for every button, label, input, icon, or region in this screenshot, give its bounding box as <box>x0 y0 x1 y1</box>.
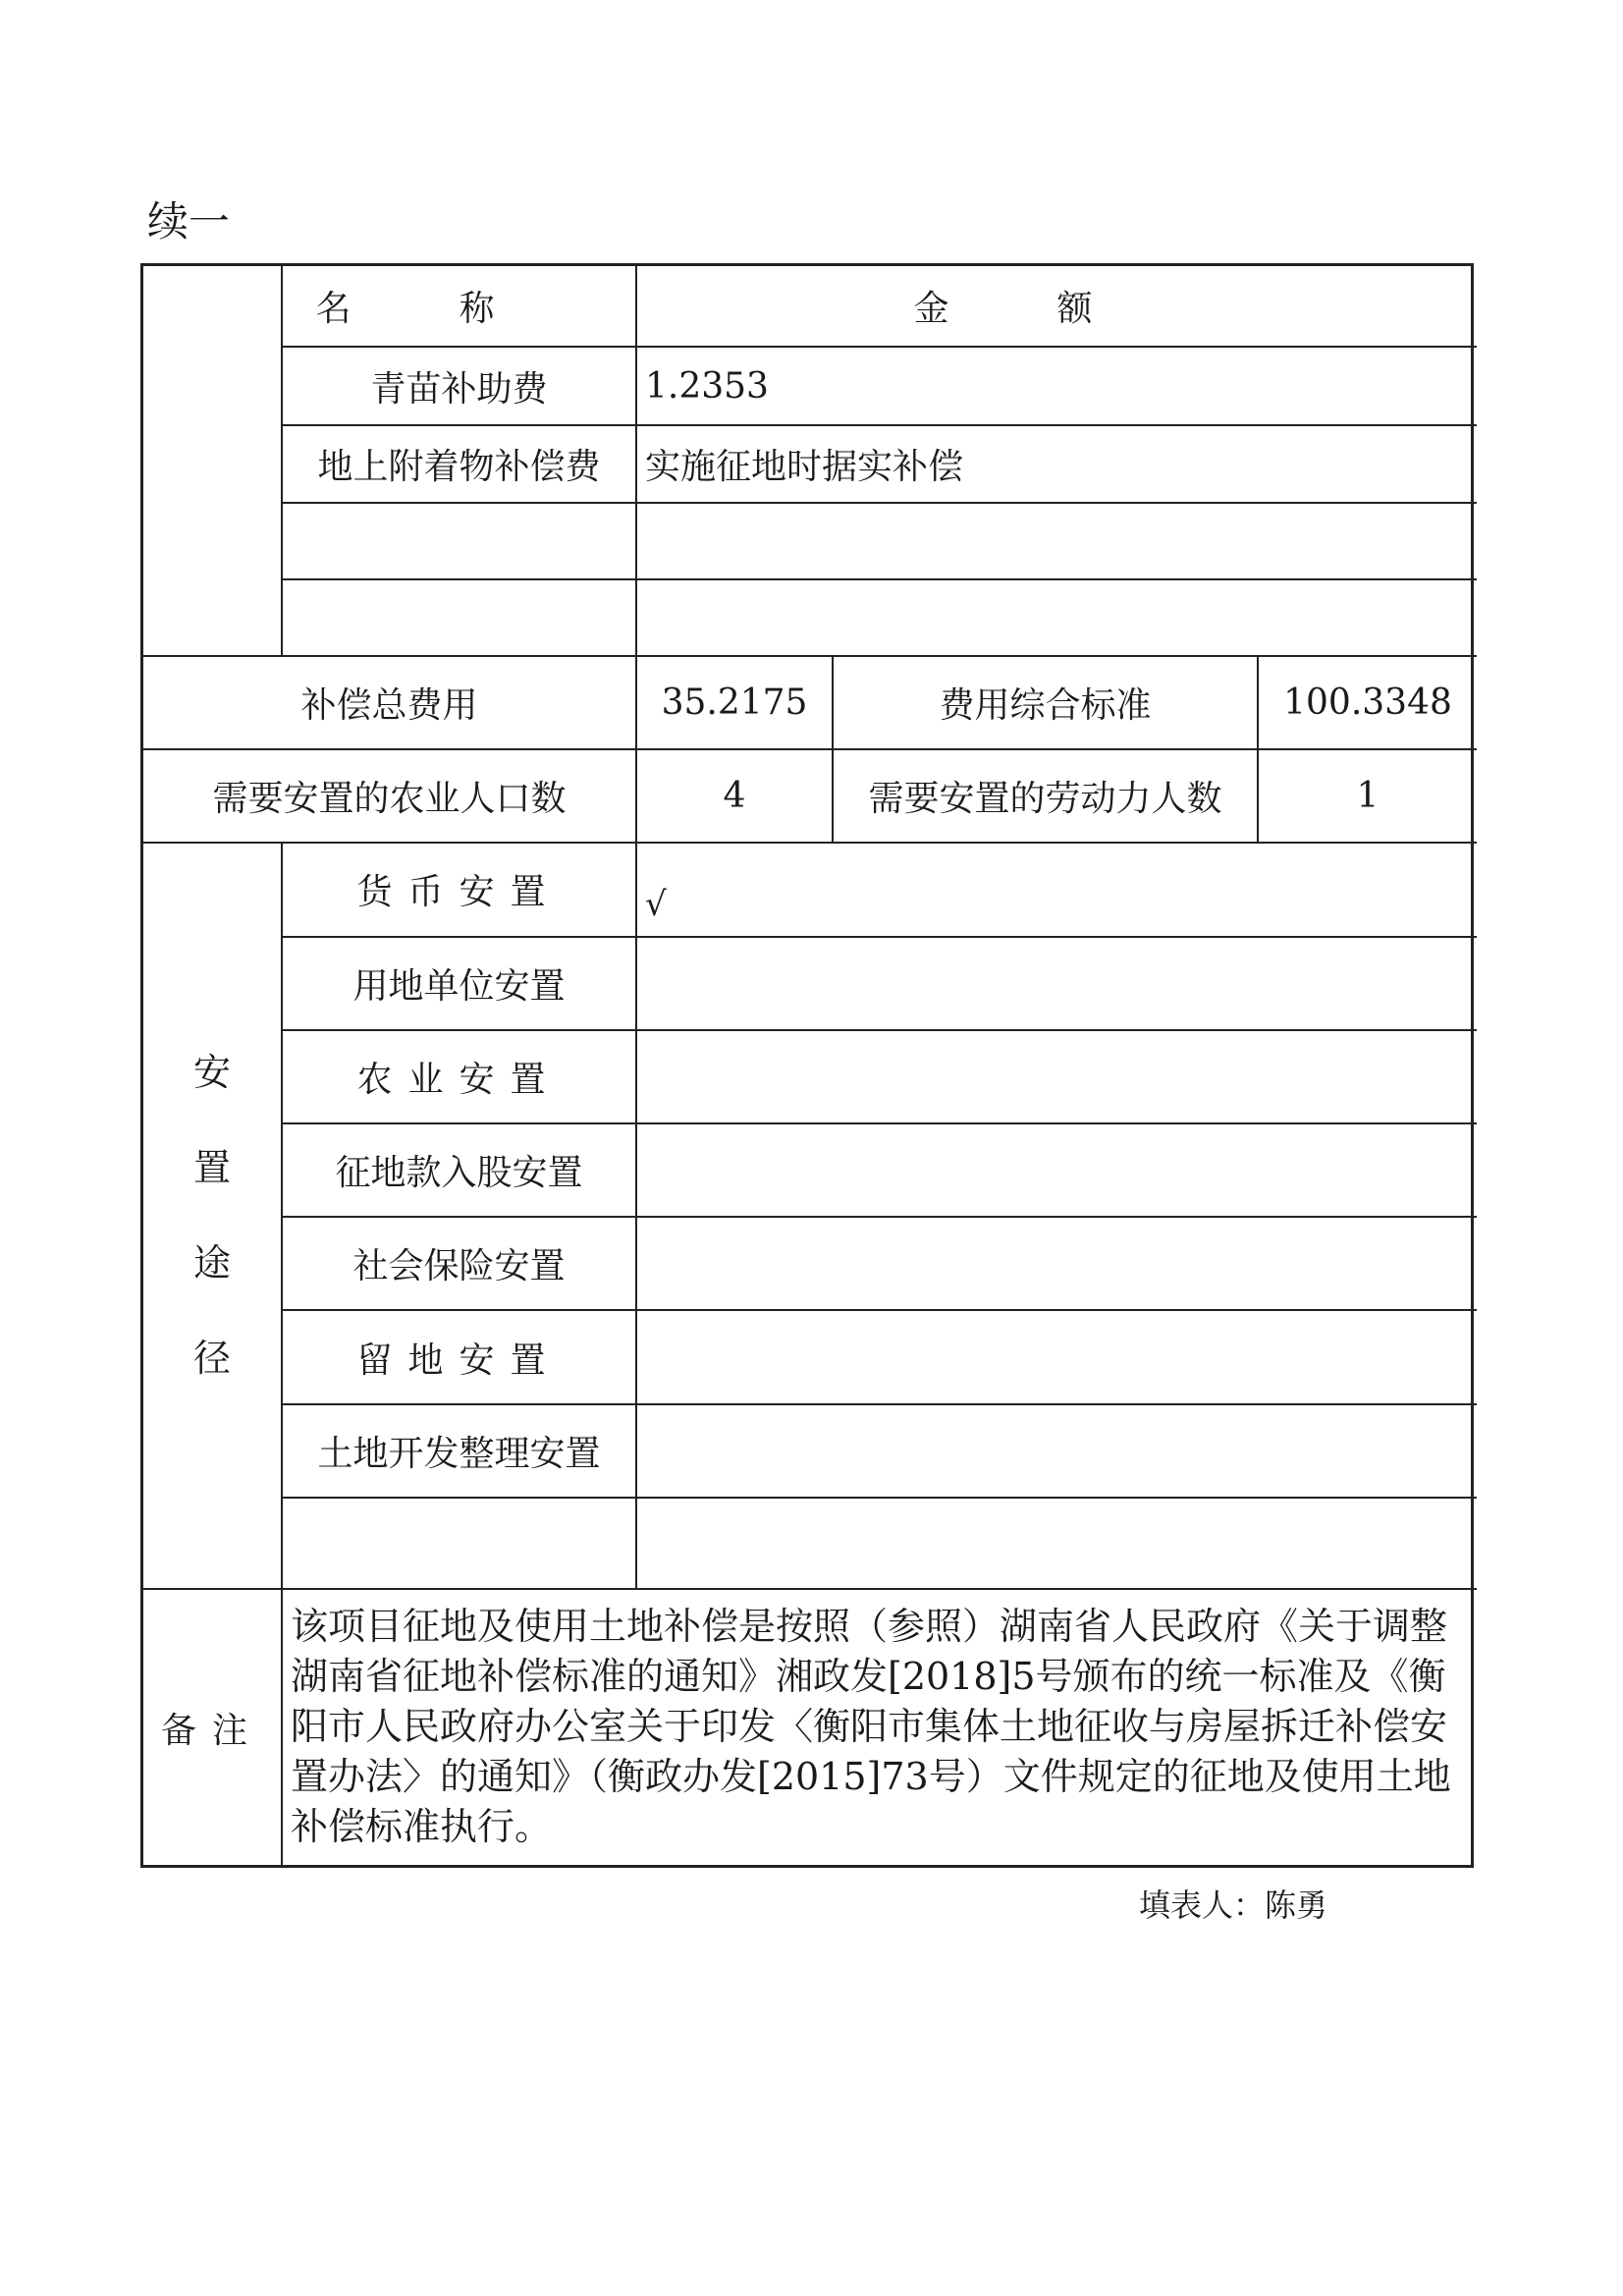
method-name-cell: 农业安置 <box>282 1030 636 1123</box>
total-cost-label: 补偿总费用 <box>143 656 636 749</box>
method-name-cell <box>282 1498 636 1589</box>
item-amount-cell: 实施征地时据实补偿 <box>636 425 1477 502</box>
amount-column-header: 金额 <box>636 266 1477 347</box>
method-name-cell: 土地开发整理安置 <box>282 1404 636 1498</box>
item-amount-cell: 1.2353 <box>636 347 1477 425</box>
item-amount-cell <box>636 579 1477 656</box>
labor-count-label: 需要安置的劳动力人数 <box>833 749 1258 843</box>
blank-side-cell <box>143 266 282 656</box>
remarks-label: 备注 <box>143 1589 282 1865</box>
method-name-cell: 社会保险安置 <box>282 1217 636 1310</box>
name-column-header: 名称 <box>282 266 636 347</box>
filled-by: 填表人：陈勇 <box>1139 1886 1328 1924</box>
farm-population-value: 4 <box>636 749 833 843</box>
standard-value: 100.3348 <box>1258 656 1477 749</box>
method-value-cell <box>636 1310 1477 1403</box>
checkmark: √ <box>645 884 667 924</box>
method-name-cell: 用地单位安置 <box>282 937 636 1030</box>
method-name-cell: 货币安置 <box>282 843 636 936</box>
method-value-cell <box>636 1030 1477 1123</box>
method-name-cell: 征地款入股安置 <box>282 1123 636 1217</box>
item-name-cell: 地上附着物补偿费 <box>282 425 636 502</box>
method-value-cell <box>636 937 1477 1030</box>
method-value-cell <box>636 843 1477 936</box>
resettlement-label: 安 置 途 径 <box>143 843 282 1589</box>
method-value-cell <box>636 1498 1477 1589</box>
item-name-cell <box>282 579 636 656</box>
item-amount-cell <box>636 503 1477 579</box>
continued-label: 续一 <box>147 197 231 246</box>
compensation-table <box>140 263 1474 1868</box>
item-name-cell <box>282 503 636 579</box>
method-value-cell <box>636 1217 1477 1310</box>
total-cost-value: 35.2175 <box>636 656 833 749</box>
method-value-cell <box>636 1404 1477 1498</box>
labor-count-value: 1 <box>1258 749 1477 843</box>
standard-label: 费用综合标准 <box>833 656 1258 749</box>
method-value-cell <box>636 1123 1477 1217</box>
farm-population-label: 需要安置的农业人口数 <box>143 749 636 843</box>
remarks-text: 该项目征地及使用土地补偿是按照（参照）湖南省人民政府《关于调整湖南省征地补偿标准的通知》湘政发[2018]5号颁布的统一标准及《衡阳市人民政府办公室关于印发〈衡阳市集体土地征收与房屋拆迁补偿安置办法〉的通知》（衡政办发[2015]73号）文件规定的征地及使用土地补偿标准执行。 <box>282 1589 1477 1865</box>
method-name-cell: 留地安置 <box>282 1310 636 1403</box>
item-name-cell: 青苗补助费 <box>282 347 636 425</box>
